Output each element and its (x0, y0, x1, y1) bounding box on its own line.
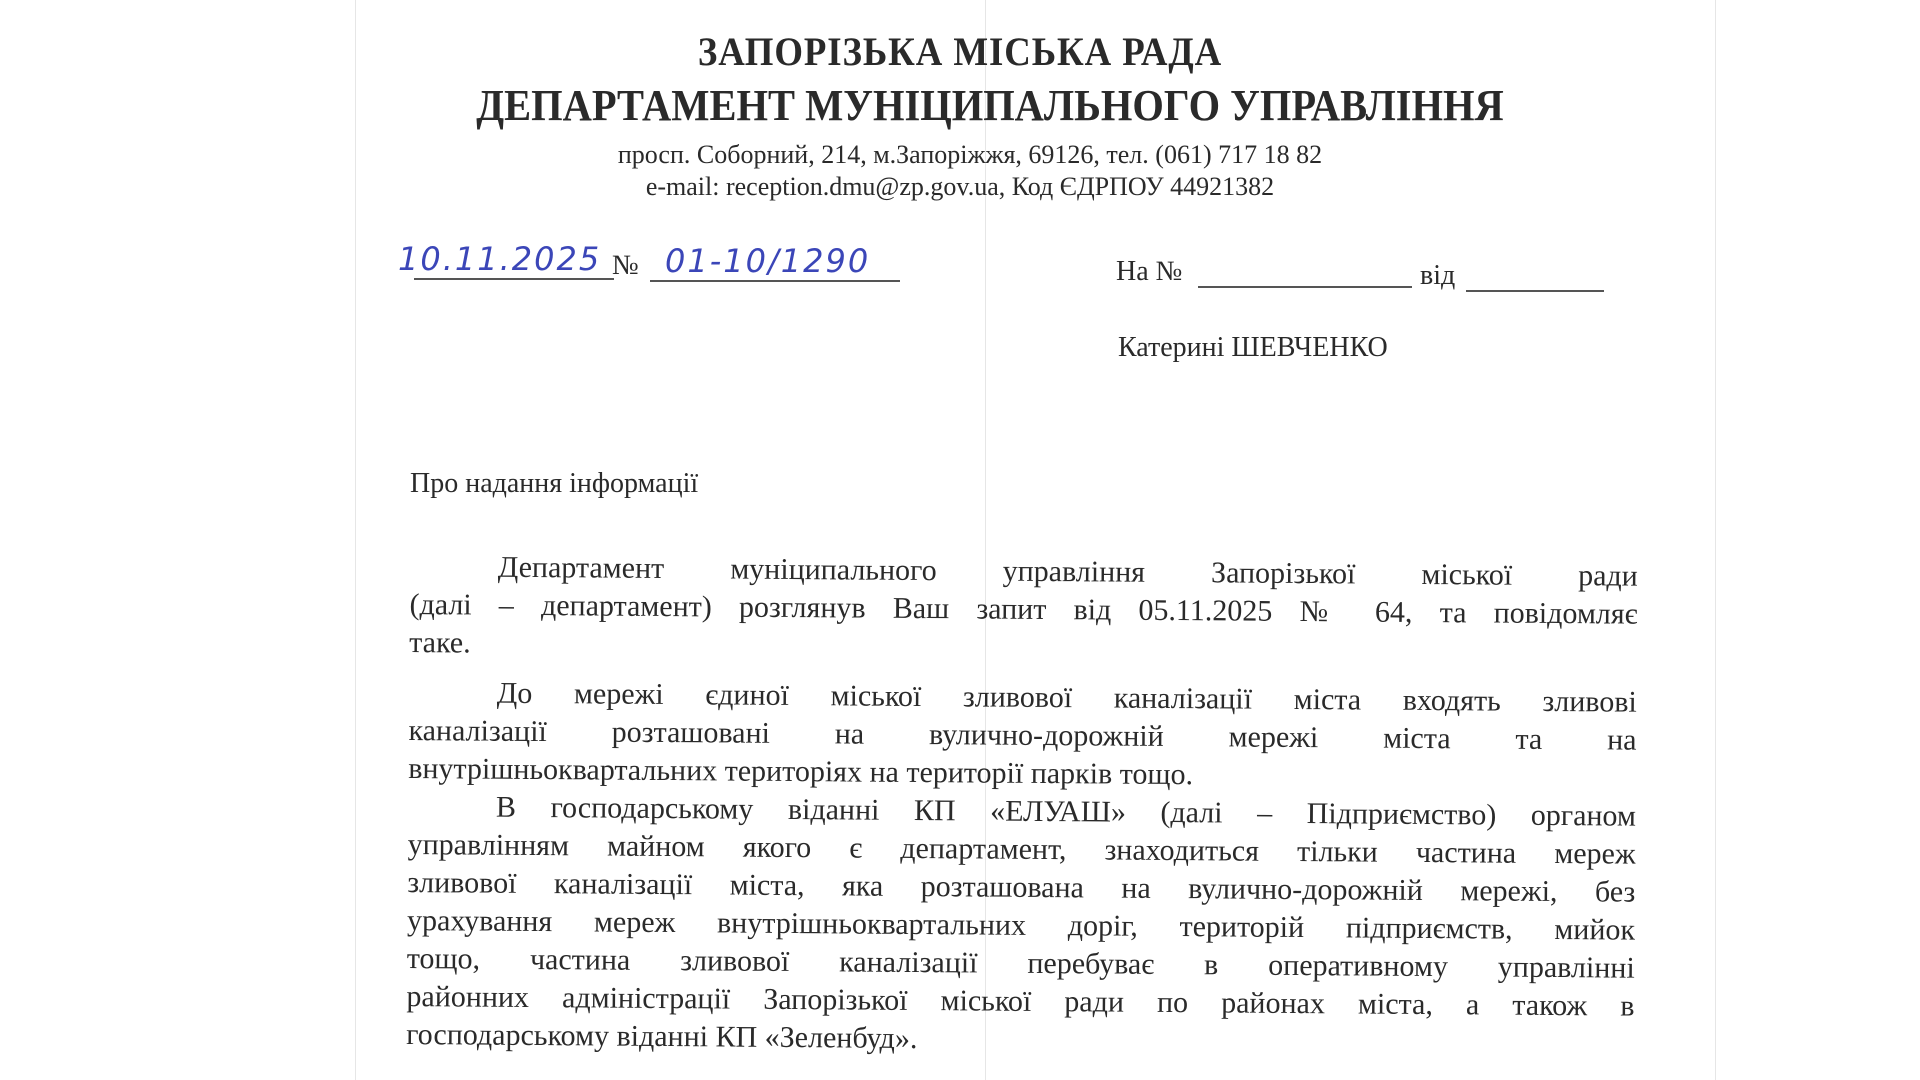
recipient: Катерині ШЕВЧЕНКО (1118, 332, 1388, 363)
letterhead-org: ЗАПОРІЗЬКА МІСЬКА РАДА (697, 29, 1223, 74)
reply-to-label: На № (1116, 256, 1183, 287)
text-line: До мережі єдиної міської зливової каналізації міста входять зливові (496, 676, 1637, 719)
paragraph (409, 548, 1638, 672)
date-underline (414, 278, 614, 280)
text-line: таке. (409, 625, 471, 660)
text-line: урахування мереж внутрішньоквартальних доріг, територій підприємств, мийок (406, 903, 1636, 947)
handwritten-date: 10.11.2025 (398, 240, 602, 278)
text-line: тощо, частина зливової каналізації перебуває в оперативному управлінні (406, 941, 1635, 985)
letterhead-department: ДЕПАРТАМЕНТ МУНІЦИПАЛЬНОГО УПРАВЛІННЯ (476, 81, 1504, 130)
paragraph (408, 674, 1637, 798)
letter-body (406, 548, 1638, 1064)
text-line: зливової каналізації міста, яка розташована на вулично-дорожній мережі, без (407, 865, 1636, 909)
handwritten-number: 01-10/1290 (665, 242, 871, 280)
reply-date-blank (1466, 290, 1604, 292)
number-sign: № (612, 250, 639, 281)
text-line: В господарському віданні КП «ЕЛУАШ» (далі – Підприємство) органом (495, 790, 1637, 833)
text-line: (далі – департамент) розглянув Ваш запит від 05.11.2025 № 64, та повідомляє (409, 587, 1638, 631)
text-line: Департамент муніципального управління Запорізької міської ради (497, 550, 1638, 593)
paragraph (406, 788, 1636, 1064)
text-line: управлінням майном якого є департамент, знаходиться тільки частина мереж (407, 827, 1636, 871)
number-underline (650, 280, 900, 282)
letterhead-address: просп. Соборний, 214, м.Запоріжжя, 69126, тел. (061) 717 18 82 (617, 140, 1323, 169)
letterhead-contacts: e-mail: reception.dmu@zp.gov.ua, Код ЄДРПОУ 44921382 (645, 172, 1275, 201)
reply-number-blank (1198, 286, 1412, 288)
text-line: внутрішньоквартальних територіях на території парків тощо. (408, 751, 1194, 792)
text-line: каналізації розташовані на вулично-дорожній мережі міста та на (408, 713, 1637, 757)
from-label: від (1420, 260, 1456, 291)
text-line: районних адміністрації Запорізької міської ради по районах міста, а також в (406, 979, 1635, 1023)
text-line: господарському віданні КП «Зеленбуд». (406, 1017, 918, 1055)
subject: Про надання інформації (410, 468, 699, 499)
